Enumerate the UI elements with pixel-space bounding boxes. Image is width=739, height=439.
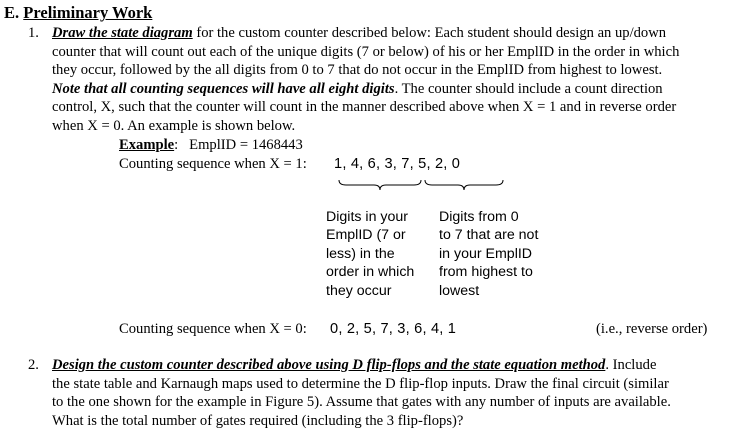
right-brace-icon [424, 178, 504, 192]
item2-line-3: to the one shown for the example in Figure 5). Assume that gates with any number of inputs are available. [52, 394, 671, 411]
item1-line-1-emphasis: Draw the state diagram [52, 25, 193, 41]
item1-line-4 [52, 80, 736, 99]
item2-number: 2. [28, 357, 39, 373]
item2-line-1-emphasis: Design the custom counter described above using D flip-flops and the state equation method [52, 357, 606, 373]
missing-digits-note-line: Digits from 0 [439, 209, 519, 225]
item1-number: 1. [28, 25, 39, 41]
sequence-x1-label: Counting sequence when X = 1: [119, 156, 307, 172]
sequence-x0-note: (i.e., reverse order) [596, 321, 708, 337]
section-title: Preliminary Work [23, 3, 153, 22]
unique-digits-note-line: order in which [326, 264, 415, 281]
example-emplid: EmplID = 1468443 [189, 137, 303, 153]
missing-digits-note-line: to 7 that are not [439, 227, 539, 244]
missing-digits-note-line: from highest to [439, 264, 533, 281]
item1-line-4-emphasis: Note that all counting sequences will have all eight digits [52, 80, 395, 97]
sequence-x0-label: Counting sequence when X = 0: [119, 321, 307, 337]
item1-paragraph [52, 24, 736, 136]
sequence-x1-values: 1, 4, 6, 3, 7, 5, 2, 0 [334, 156, 461, 172]
section-letter: E. [4, 3, 20, 22]
item2-line-1-text: . Include [605, 357, 657, 373]
left-brace-icon [338, 178, 422, 192]
section-heading [4, 4, 152, 23]
missing-digits-note [439, 208, 538, 300]
item2-line-4: What is the total number of gates required (including the 3 flip-flops)? [52, 412, 464, 429]
example-label: Example [119, 137, 175, 153]
missing-digits-note-line: in your EmplID [439, 245, 533, 262]
item1-line-2: counter that will count out each of the unique digits (7 or below) of his or her EmplID in the order in which [52, 43, 680, 60]
item1-line-4-text: . The counter should include a count direction [394, 80, 663, 97]
item1-line-1 [52, 24, 736, 43]
item1-line-3: they occur, followed by the all digits from 0 to 7 that do not occur in the EmplID from highest to lowest. [52, 62, 663, 79]
unique-digits-note-line: EmplID (7 or [326, 227, 406, 244]
item2-line-2: the state table and Karnaugh maps used to determine the D flip-flop inputs. Draw the final circuit (similar [52, 375, 669, 392]
unique-digits-note-line: less) in the [326, 245, 395, 262]
item2-line-1 [52, 356, 736, 375]
item1-line-5: control, X, such that the counter will count in the manner described above when X = 1 and in reverse order [52, 99, 677, 116]
item1-line-1-text: for the custom counter described below: Each student should design an up/down [192, 25, 667, 41]
example-line [119, 136, 303, 155]
unique-digits-note-line: Digits in your [326, 209, 409, 225]
unique-digits-note-line: they occur [326, 282, 392, 299]
sequence-x1-line [119, 155, 307, 174]
example-colon: : [174, 137, 179, 153]
sequence-x0-line [119, 320, 307, 339]
unique-digits-note [326, 208, 414, 300]
item2-paragraph [52, 356, 736, 430]
sequence-x0-values: 0, 2, 5, 7, 3, 6, 4, 1 [330, 321, 457, 337]
missing-digits-note-line: lowest [439, 282, 480, 299]
item1-line-6: when X = 0. An example is shown below. [52, 117, 296, 134]
